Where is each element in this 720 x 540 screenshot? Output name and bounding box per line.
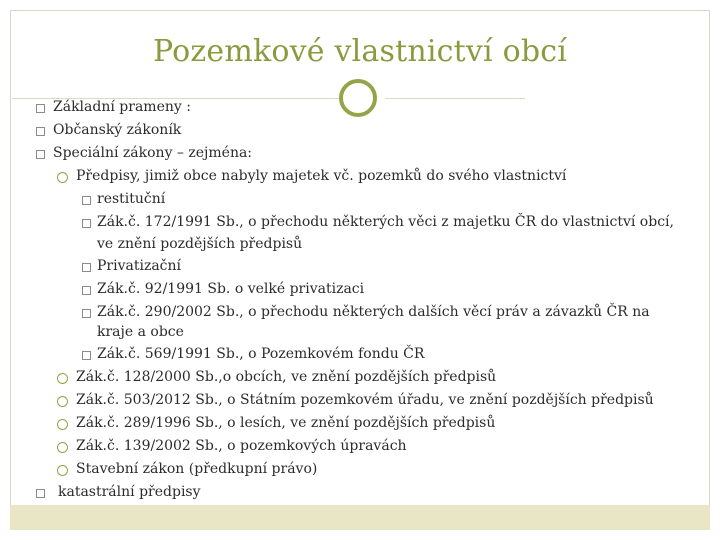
bullet-line: Zák.č. 503/2012 Sb., o Státním pozemkovém úřadu, ve znění pozdějších předpisů — [76, 392, 654, 408]
bullet-line: katastrální předpisy — [58, 484, 201, 500]
square-bullet-icon — [36, 104, 45, 113]
bullet-line: Zák.č. 290/2002 Sb., o přechodu některých dalších věcí práv a závazků ČR na — [97, 304, 650, 320]
bullet-line: Zák.č. 128/2000 Sb.,o obcích, ve znění pozdějších předpisů — [76, 369, 497, 385]
bullet-line: kraje a obce — [97, 324, 184, 340]
circle-ornament-icon — [339, 79, 377, 117]
square-bullet-icon — [82, 351, 91, 360]
bullet-line: Privatizační — [97, 258, 182, 274]
square-bullet-icon — [36, 150, 45, 159]
square-bullet-icon — [82, 196, 91, 205]
circle-bullet-icon — [57, 465, 68, 476]
bullet-line: Zák.č. 92/1991 Sb. o velké privatizaci — [97, 281, 365, 297]
bullet-line: Stavební zákon (předkupní právo) — [76, 461, 318, 477]
circle-bullet-icon — [57, 373, 68, 384]
footer-bar — [10, 505, 710, 530]
bullet-line: ve znění pozdějších předpisů — [97, 236, 303, 252]
bullet-line: Předpisy, jimiž obce nabyly majetek vč. pozemků do svého vlastnictví — [76, 168, 567, 184]
square-bullet-icon — [82, 219, 91, 228]
bullet-line: Zák.č. 569/1991 Sb., o Pozemkovém fondu ČR — [97, 346, 425, 362]
circle-bullet-icon — [57, 442, 68, 453]
bullet-line: restituční — [97, 191, 166, 207]
square-bullet-icon — [36, 127, 45, 136]
circle-bullet-icon — [57, 396, 68, 407]
square-bullet-icon — [82, 286, 91, 295]
title-rule-right — [385, 98, 525, 99]
circle-bullet-icon — [57, 172, 68, 183]
square-bullet-icon — [36, 489, 45, 498]
bullet-line: Základní prameny : — [53, 99, 191, 115]
slide-title: Pozemkové vlastnictví obcí — [152, 34, 568, 69]
circle-bullet-icon — [57, 419, 68, 430]
square-bullet-icon — [82, 263, 91, 272]
bullet-line: Zák.č. 289/1996 Sb., o lesích, ve znění pozdějších předpisů — [76, 415, 496, 431]
bullet-line: Zák.č. 172/1991 Sb., o přechodu některých věci z majetku ČR do vlastnictví obcí, — [97, 214, 674, 230]
bullet-line: Občanský zákoník — [53, 122, 182, 138]
bullet-line: Speciální zákony – zejména: — [53, 145, 253, 161]
bullet-line: Zák.č. 139/2002 Sb., o pozemkových úpravách — [76, 438, 407, 454]
square-bullet-icon — [82, 309, 91, 318]
